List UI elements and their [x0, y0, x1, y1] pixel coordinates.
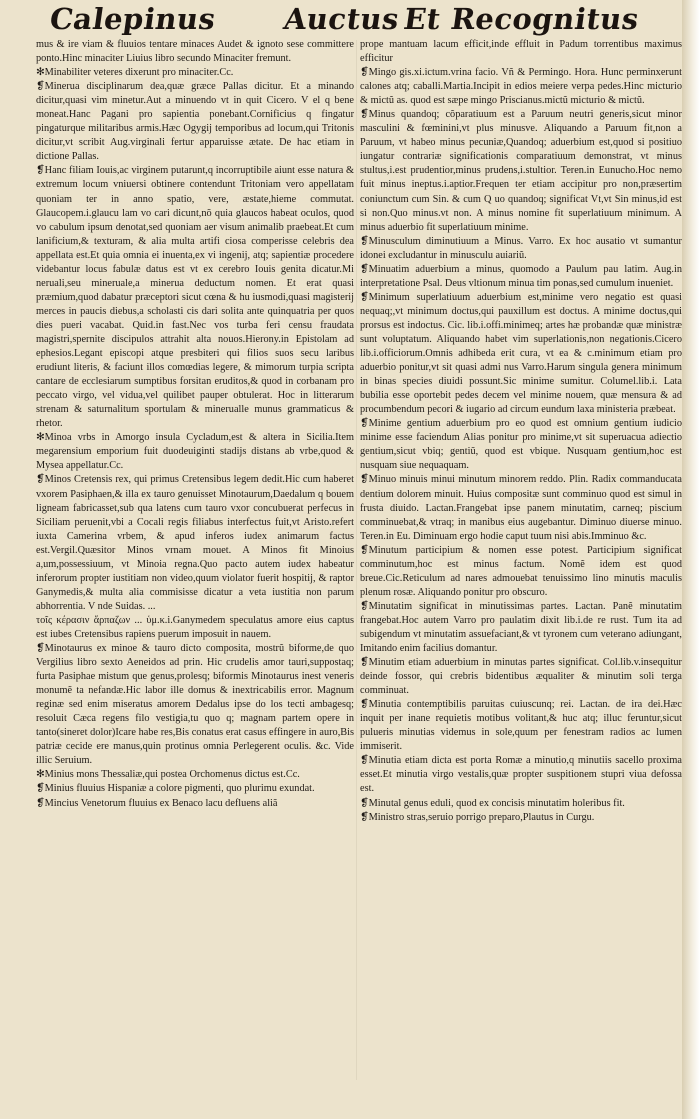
column-gutter — [356, 40, 357, 1080]
dictionary-entry: ❡Minusculum diminutiuum a Minus. Varro. Ex hoc ausatio vt sumantur idonei excludantur in minusculu auiariũ. — [360, 235, 682, 261]
dictionary-entry: ✻Minabiliter veteres dixerunt pro minaciter.Cc. — [36, 67, 234, 79]
dictionary-entry: ❡Minius fluuius Hispaniæ a colore pigmenti, quo plurimu exundat. — [36, 783, 315, 795]
dictionary-entry: ❡Minimum superlatiuum aduerbium est,minime vero negatio est quasi nequaq;,vt minimum doctus,qui pauxillum est doctus. A minime doctus,qui prorsus est indoctus. Cic. lib.i.offi.minimeq; artes hæ probandæ quæ ministræ sunt voluptatum. Aliquando habet vim superlationis,non negationis.Cicero lib.i.officiorum.Omnis adhibeda erit cura, vt ea & c.minimum etiam pro aduerbio ponitur,vt sit quasi admi nus Varro.Harum singula genera minimum in binas species diuidi possunt.Sic minime sumitur. Columel.lib.i. Lata bubilia esse oportebit pedes decem vel minime nouem, quæ mensura & ad procumbendum pecori & iugario ad circum eundum laxa ministeria præbeat. — [360, 291, 682, 416]
dictionary-entry: ❡Minime gentium aduerbium pro eo quod est omnium gentium iudicio minime esse faciendum Alias ponitur pro minime,vt sit superuacua adiectio gentium,sicut vbiq; gentiũ, quod est vbique. Nusquam gentium,hoc est nusquam siue nequaquam. — [360, 418, 682, 472]
dictionary-entry: ❡Ministro stras,seruio porrigo preparo,Plautus in Curgu. — [360, 811, 595, 823]
dictionary-entry: ❡Hanc filiam Iouis,ac virginem putarunt,q incorruptibile aiunt esse natura & extremum locum vniuersi obtinere contendunt Tritoniam vero appellatam quoniam ter in anno spatio, vere, æstate,hieme commutat. Glaucopem.i.glaucu lam vo cari dicunt,nõ quia glaucos habeat oculos, quod vo cabulum ipsum denotat,sed quoniam aer visum animalib praebeat.Et cum lanificium,& texturam, & alia multa artifi ciosa comperisse celebris dea appellata est.Et quia omnia ei inuenta,ex vi ingenij, atq; sapientiæ procedere videbantur locus fabulæ datus est vt ex cerebro Iouis genita dicatur.Mi neruali,seu mineruale,a minerua deductum nomen. Et erat quasi præmium,quod dabatur præceptori sicut cœna & hu iusmodi,quasi magisterij merces in paucis diebus,a scholasti cis dari solita ante quinquatria per quos dies pueri vacabat. Quid.in fast.Nec vos turba feri censu fraudata magistri,spernite discipulos attrahit alta nouos.Hierony.in Epistolam ad ephesios.Legant episcopi atque presbiteri qui filios suos secu laribus erudiunt literis, & faciunt illos comœdias legere, & mimorum turpia scripta cantare de ecclesiarum sumptibus forsitan eruditos,& quod in corbanam pro peccato virgo, vel vidua,vel quilibet pauper obtulerat. Hoc in litterarum strenam & saturnalitum sportulam & minerualle munus grammaticus & rhetor. — [36, 165, 354, 430]
dictionary-entry: ❡Minuo minuis minui minutum minorem reddo. Plin. Radix commanducata dentium dolorem minuit. Huius compositæ sunt comminuo quod est simul in frusta diuido. Lactan.Frangebat ipse panem minutatim, carneq; piscium comminuebat,& vtraq; in manibus eius augebantur. Diminuo diuerse minuo. Teren.in Eu. Diminuam ergo hodie caput tuum nisi abis.Imminuo &c. — [360, 474, 682, 542]
dictionary-entry: prope mantuam lacum efficit,inde effluit in Padum torrentibus maximus efficitur — [360, 39, 682, 65]
page-edge-shadow — [682, 0, 700, 1119]
dictionary-entry: ❡Minutim etiam aduerbium in minutas partes significat. Col.lib.v.insequitur deinde fossor, qui crebris bidentibus æqualiter & minutim soli terga comminuat. — [360, 657, 682, 697]
header-word-et-recognitus: Et Recognitus — [401, 2, 642, 36]
greek-passage: τοῖς κέρασιν ἅρπαζων ... ὑμ.κ.i.Ganymedem speculatus amore eius captus est iubes Cretensibus rapiens puerum imposuit in nauem. — [36, 614, 354, 640]
dictionary-entry: ❡Minos Cretensis rex, qui primus Cretensibus legem dedit.Hic cum haberet vxorem Pasiphaen,& illa ex tauro genuisset Minotaurum,Daedalum q bouem ligneam fabricasset,sub qua latens cum tauro vxor concubuerat perfecus in Siciliam peruenit,vbi a Cocali regis filiabus interfectus fuit,vt Aristo.refert iuxta Camerina vrbem, & apud inferos iudex animarum factus est.Vergil.Quæsitor Minos vrnam mouet. A Minos fit Minoius a,um,possessiuum, vt Minoia regna.Quo pacto autem iudex habeatur inferorum propter iustitiam non video,quum violator fuerit hospitij, & raptor Ganymedis,& multa alia commisisse dicatur a veta iustitia non parum abhorrentia. V nde Suidas. ... — [36, 474, 354, 612]
dictionary-entry: ❡Minerua disciplinarum dea,quæ græce Pallas dicitur. Et a minando dicitur,quasi vim minetur.Aut a minuendo vt in quit Cicero. V el q bene moneat.Hanc Pagani pro sapientia ponebant.Cornificius q fingatur pingaturque militaribus armis.Hæc Ogygij temporibus ad locum,qui Tritonis dicitur,vt scribit Aug.virginali fertur apparuisse ætate. De hac etiam in dictione Pallas. — [36, 81, 354, 163]
header-word-auctus: Auctus — [281, 2, 402, 36]
dictionary-entry: ❡Minutia etiam dicta est porta Romæ a minutio,q minutiis sacello proxima esset.Et minutia virgo vestalis,quæ propter suspitionem stupri viua defossa est. — [360, 755, 682, 795]
dictionary-entry: ❡Minuatim aduerbium a minus, quomodo a Paulum pau latim. Aug.in interpretatione Psal. Deus vltionum minua tim ponas,sed cumulum inueniet. — [360, 263, 682, 289]
dictionary-entry: ❡Mincius Venetorum fluuius ex Benaco lacu defluens aliã — [36, 797, 278, 809]
dictionary-entry: ✻Minius mons Thessaliæ,qui postea Orchomenus dictus est.Cc. — [36, 769, 300, 781]
right-column — [360, 38, 682, 1118]
dictionary-entry: ❡Mingo gis.xi.ictum.vrina facio. Vñ & Permingo. Hora. Hunc perminxerunt calones atq; caballi.Martia.Incipit in edios meiere verpa pedes.Hinc micturio & mictũ as. quod est sæpe mingo Priscianus.mictũ micturio & mictũ. — [360, 67, 682, 107]
dictionary-entry: ❡Minotaurus ex minoe & tauro dicto composita, mostrũ biforme,de quo Vergilius libro sexto Aeneidos ad prin. Hic crudelis amor tauri,suppostaq; furta Pasiphae mistum que genus,prolesq; biformis Minotaurus inest veneris monumẽ ta nefandæ.Hic labor ille domus & inextricabilis error. Magnum reginæ sed enim miseratus amorem Dedalus ipse do los tecti ambagesq; resoluit Cæca regens filo vestigia,tu quo q; magnam partem opere in tanto(sineret dolor)Icare habe res,Bis conatus erat casus effingere in auro,Bis patriæ cecide ere manus,quin protinus omnia Perlegerent oculis. &c. Vide illic Seruium. — [36, 643, 354, 767]
dictionary-entry: ❡Minus quandoq; cõparatiuum est a Paruum neutri generis,sicut minor masculini & fœminini,vt plus minusve. Aliquando a Paruum fit,non a Paruum, vt habeo minus pecuniæ,Quandoq; aduerbium est,quod si positiuo iungatur contrariæ significationis comparatiuum demonstrat, vt minus stultus,i.est prudentior,minus prudens,i.stultior. Teren.in Eunucho.Hoc nemo fuit minus ineptus.i.aptior.Frequen ter etiam accipitur pro non,præsertim coniunctum cum Sin. & cum Q uo quandoq; significat Vt,vt Sin minus,id est si non.Quo minus.vt non. A minus nomine fit superlatiuum minimum. A minus aduerbio fit superlatiuum minime. — [360, 109, 682, 233]
running-header — [44, 2, 684, 38]
dictionary-entry: ❡Minutum participium & nomen esse potest. Participium significat comminutum,hoc est minus factum. Nomẽ idem est quod breue.Cic.Reticulum ad nares admouebat tenuissimo lino minutis maculis plenum rosæ. Aliquando ponitur pro obscuro. — [360, 544, 682, 598]
left-column — [36, 38, 354, 1118]
header-word-calepinus: Calepinus — [47, 2, 219, 36]
dictionary-entry: mus & ire viam & fluuios tentare minaces Audet & ignoto sese committere ponto.Hinc minaciter Liuius libro secundo Minaciter fremunt. — [36, 39, 354, 65]
dictionary-entry: ❡Minutal genus eduli, quod ex concisis minutatim holeribus fit. — [360, 797, 625, 809]
dictionary-entry: ❡Minutia contemptibilis paruitas cuiuscunq; rei. Lactan. de ira dei.Hæc inquit per inane requietis motibus volitant,& huc atq; illuc feruntur,sicut pulueris minutias videmus in sole,quum per fenestram radios ac lumen immiserit. — [360, 699, 682, 753]
dictionary-entry: ✻Minoa vrbs in Amorgo insula Cycladum,est & altera in Sicilia.Item megarensium emporium fuit duodeuiginti stadijs distans ab vrbe,quod & Mysea appellatur.Cc. — [36, 432, 354, 472]
dictionary-entry: ❡Minutatim significat in minutissimas partes. Lactan. Panẽ minutatim frangebat.Hoc autem Varro pro paulatim dixit lib.i.de re rust. Tum ita ad subigendum vt minutatim assuefaciant,& vt tyronem cum veterano adiungant, Imitando enim facilius domantur. — [360, 600, 682, 655]
